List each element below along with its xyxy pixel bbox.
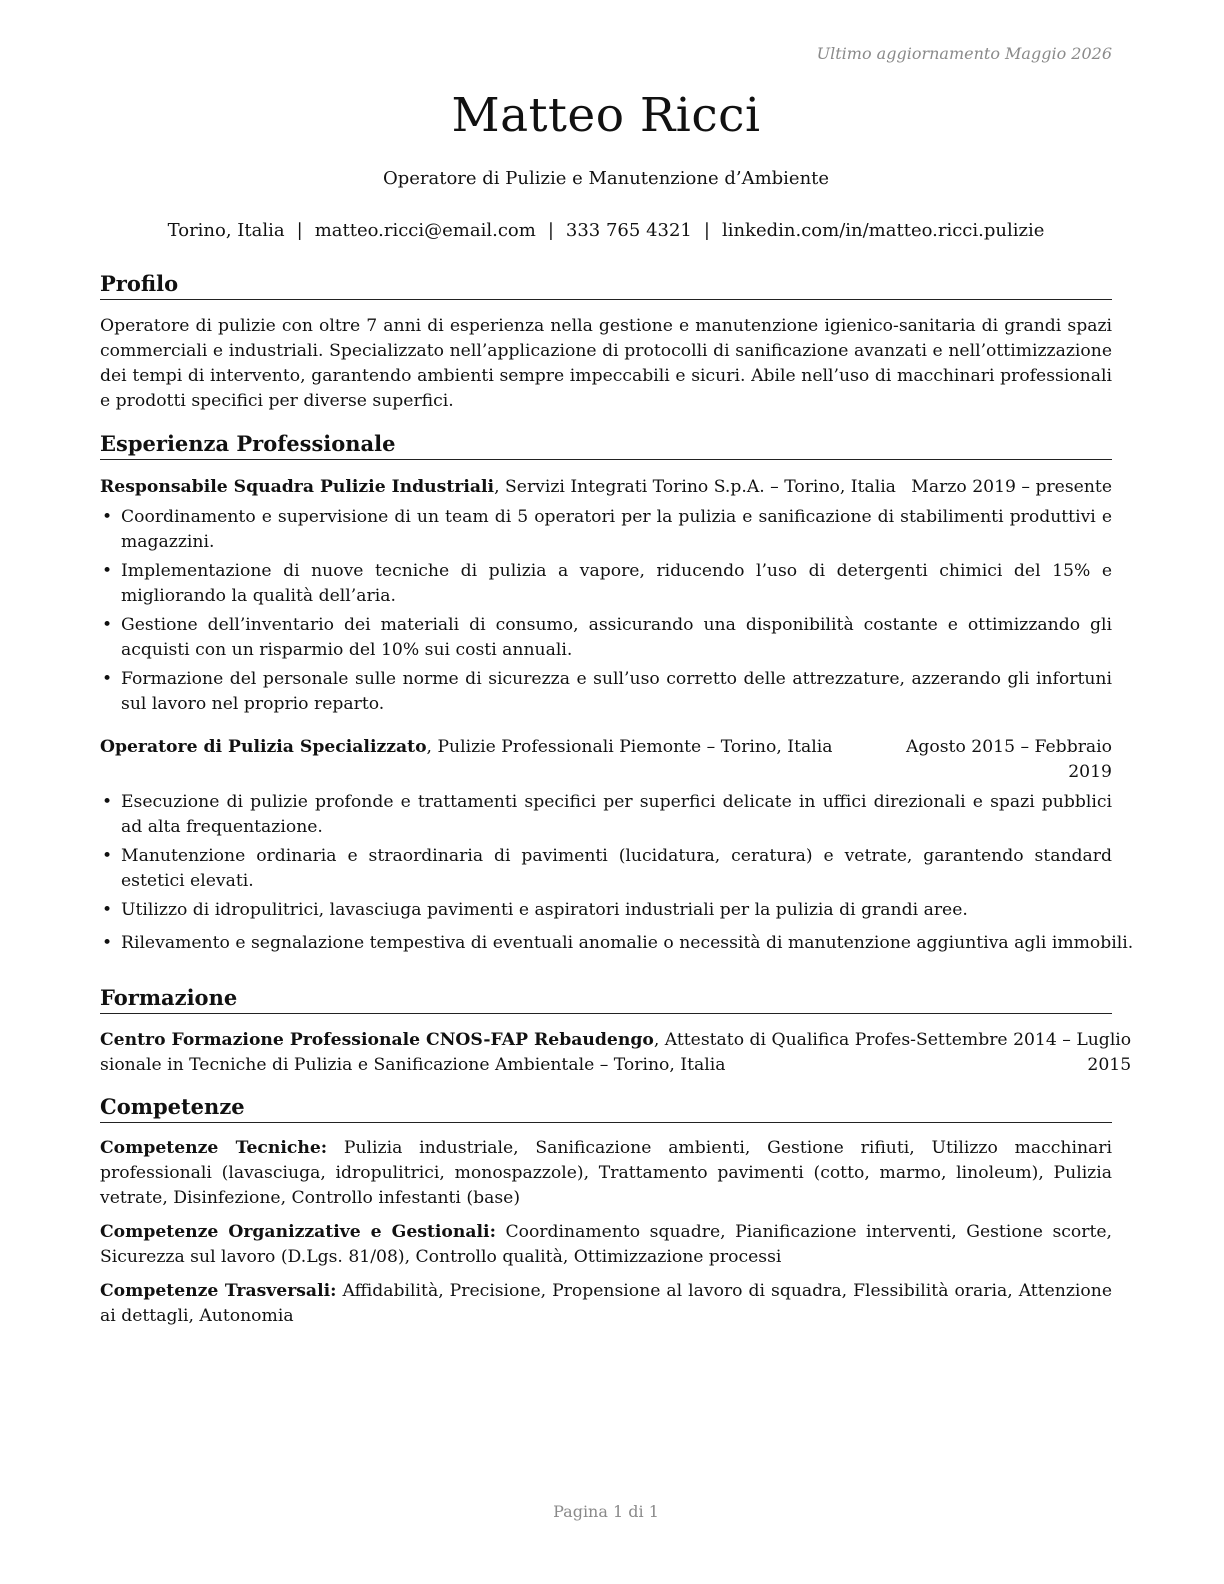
job-entry bbox=[100, 475, 1112, 717]
section-heading-experience: Esperienza Professionale bbox=[100, 431, 1112, 460]
job-company: , Servizi Integrati Torino S.p.A. – Torino, Italia bbox=[494, 477, 896, 497]
contact-line bbox=[100, 219, 1112, 243]
list-item: • Rilevamento e segnalazione tempestiva di eventuali anomalie o necessità di manutenzione aggiuntiva agli immobili. bbox=[100, 931, 1112, 956]
education-section bbox=[100, 985, 1132, 1078]
skill-text: Affidabilità, Precisione, Propensione al lavoro di squadra, Flessibilità oraria, Attenzione ai dettagli, Autonomia bbox=[100, 1281, 1112, 1326]
bullet-icon: • bbox=[102, 846, 113, 866]
education-institution: Centro Formazione Professionale CNOS-FAP Rebaudengo bbox=[100, 1030, 654, 1050]
page-number: Pagina 1 di 1 bbox=[553, 1502, 659, 1521]
candidate-name: Matteo Ricci bbox=[451, 88, 761, 143]
section-heading-skills: Competenze bbox=[100, 1094, 1112, 1123]
bullet-icon: • bbox=[102, 792, 113, 812]
section-heading-education: Formazione bbox=[100, 985, 1112, 1014]
list-item: • Gestione dell’inventario dei materiali di consumo, assicurando una disponibilità costante e ottimizzando gli acquisti con un risparmio del 10% sui costi annuali. bbox=[102, 615, 1112, 660]
job-role: Responsabile Squadra Pulizie Industriali bbox=[100, 477, 495, 497]
list-item: • Coordinamento e supervisione di un team di 5 operatori per la pulizia e sanificazione di stabilimenti produttivi e magazzini. bbox=[102, 507, 1112, 552]
skill-label: Competenze Trasversali: bbox=[100, 1281, 337, 1301]
job-company: , Pulizie Professionali Piemonte – Torino, Italia bbox=[426, 737, 833, 757]
bullet-icon: • bbox=[102, 561, 113, 581]
bullet-icon: • bbox=[102, 669, 113, 689]
job-header bbox=[100, 735, 1112, 785]
job-title-line bbox=[100, 475, 896, 500]
skills-section bbox=[100, 1094, 1112, 1329]
contact-linkedin[interactable]: linkedin.com/in/matteo.ricci.pulizie bbox=[721, 220, 1045, 241]
skill-group bbox=[100, 1136, 1112, 1211]
job-bullets bbox=[100, 790, 1134, 956]
list-item: • Manutenzione ordinaria e straordinaria di pavimenti (lucidatura, ceratura) e vetrate, garantendo standard estetici elevati. bbox=[102, 846, 1112, 891]
contact-separator: | bbox=[547, 220, 554, 241]
bullet-icon: • bbox=[102, 900, 113, 920]
job-entry bbox=[100, 735, 1134, 956]
profile-text: Operatore di pulizie con oltre 7 anni di esperienza nella gestione e manutenzione igienico-sanitaria di grandi spazi commerciali e industriali. Specializzato nell’applicazione di protocolli di sanificazione avanzati e nell’ottimizzazione dei tempi di intervento, garantendo ambienti sempre impeccabili e sicuri. Abile nell’uso di macchinari professionali e prodotti specifici per diverse superfici. bbox=[100, 316, 1112, 411]
profile-section bbox=[100, 271, 1112, 414]
job-role: Operatore di Pulizia Specializzato bbox=[100, 737, 427, 757]
list-item: • Formazione del personale sulle norme di sicurezza e sull’uso corretto delle attrezzature, azzerando gli infortuni sul lavoro nel proprio reparto. bbox=[102, 669, 1112, 714]
bullet-icon: • bbox=[102, 933, 113, 953]
job-bullets bbox=[100, 505, 1112, 717]
job-title-line bbox=[100, 735, 832, 785]
last-updated: Ultimo aggiornamento Maggio 2026 bbox=[816, 44, 1112, 63]
list-item: • Implementazione di nuove tecniche di pulizia a vapore, riducendo l’uso di detergenti chimici del 15% e migliorando la qualità dell’aria. bbox=[102, 561, 1112, 606]
candidate-title: Operatore di Pulizie e Manutenzione d’Ambiente bbox=[382, 168, 830, 189]
job-header bbox=[100, 475, 1112, 500]
experience-section bbox=[100, 431, 1134, 956]
skill-text: Coordinamento squadre, Pianificazione interventi, Gestione scorte, Sicurezza sul lavoro (D.Lgs. 81/08), Controllo qualità, Ottimizzazione processi bbox=[100, 1222, 1112, 1267]
education-dates: Settembre 2014 – Luglio 2015 bbox=[915, 1030, 1132, 1075]
contact-email[interactable]: matteo.ricci@email.com bbox=[314, 220, 536, 241]
skill-group bbox=[100, 1279, 1112, 1329]
skill-group bbox=[100, 1220, 1112, 1270]
contact-separator: | bbox=[703, 220, 710, 241]
list-item: • Esecuzione di pulizie profonde e trattamenti specifici per superfici delicate in uffici direzionali e spazi pubblici ad alta frequentazione. bbox=[102, 792, 1112, 837]
contact-location: Torino, Italia bbox=[167, 220, 285, 241]
list-item: • Utilizzo di idropulitrici, lavasciuga pavimenti e aspiratori industriali per la pulizia di grandi aree. bbox=[100, 898, 1112, 923]
contact-phone: 333 765 4321 bbox=[565, 220, 692, 241]
skill-text: Pulizia industriale, Sanificazione ambienti, Gestione rifiuti, Utilizzo macchinari professionali (lavasciuga, idropulitrici, monospazzole), Trattamento pavimenti (cotto, marmo, linoleum), Pulizia vetrate, Disinfezione, Controllo infestanti (base) bbox=[100, 1138, 1113, 1208]
skill-label: Competenze Tecniche: bbox=[100, 1138, 328, 1158]
job-dates: Marzo 2019 – presente bbox=[911, 477, 1112, 497]
bullet-icon: • bbox=[102, 507, 113, 527]
job-dates: Agosto 2015 – Febbraio 2019 bbox=[905, 737, 1112, 782]
resume-page bbox=[100, 0, 1134, 1584]
education-entry bbox=[100, 1028, 1132, 1078]
contact-separator: | bbox=[296, 220, 303, 241]
bullet-icon: • bbox=[102, 615, 113, 635]
skill-label: Competenze Organizzative e Gestionali: bbox=[100, 1222, 496, 1242]
education-description: Centro Formazione Professionale CNOS-FAP Rebaudengo, Attestato di Qualifica Profes- sionale in Tecniche di Pulizia e Sanificazione Ambientale – Torino, Italia bbox=[100, 1030, 916, 1075]
section-heading-profile: Profilo bbox=[100, 271, 1112, 300]
